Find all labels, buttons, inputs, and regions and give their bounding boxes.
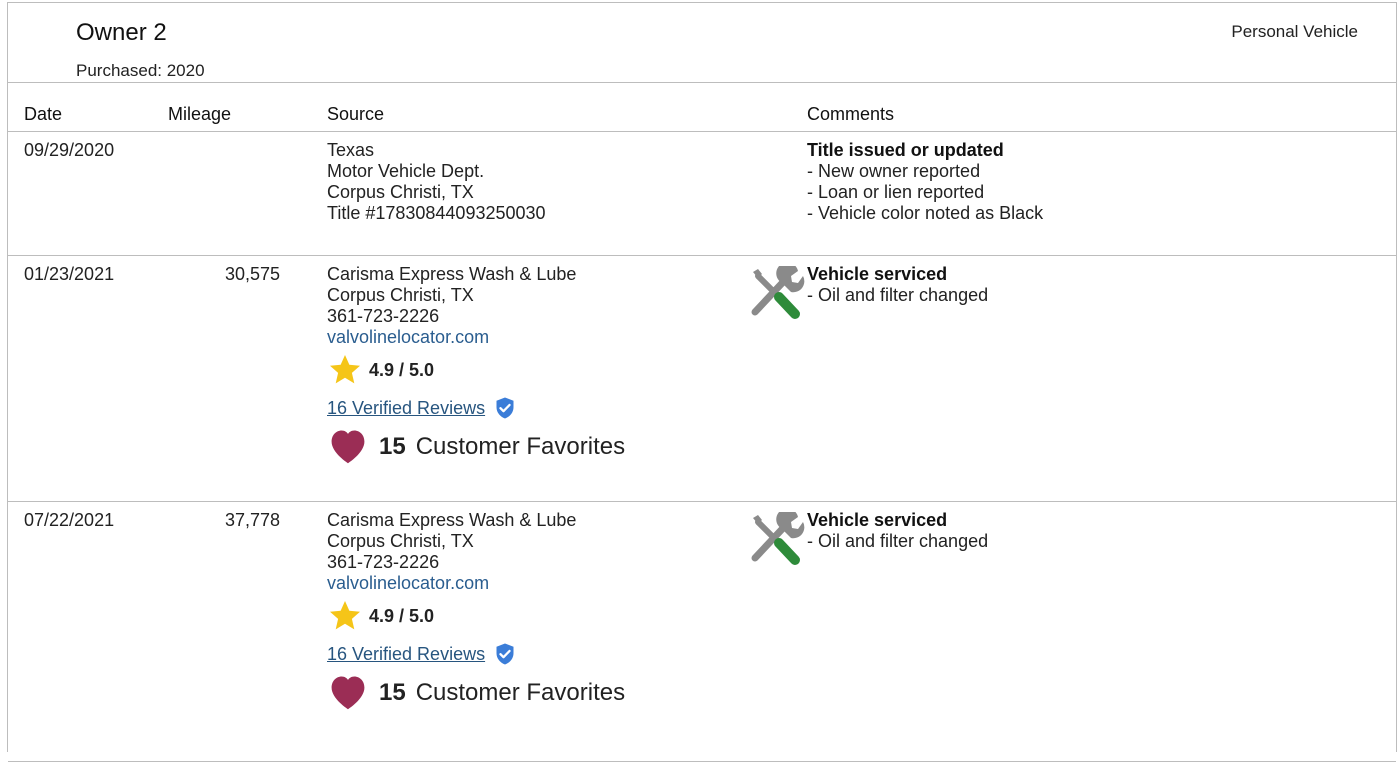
favorites-count: 15: [379, 678, 406, 706]
comment-item: - New owner reported: [807, 161, 981, 181]
shop-rating: [327, 352, 747, 388]
record-source: [327, 140, 747, 224]
record-mileage: 37,778: [224, 510, 280, 530]
vehicle-use-type: Personal Vehicle: [1231, 22, 1358, 41]
column-header-source: Source: [327, 104, 385, 124]
verified-badge-icon: [493, 396, 517, 420]
source-line: Motor Vehicle Dept.: [327, 161, 485, 181]
comment-item: - Oil and filter changed: [807, 531, 989, 551]
record-comments: [807, 264, 1367, 306]
record-date: 09/29/2020: [24, 140, 115, 160]
record-mileage: 30,575: [224, 264, 280, 284]
star-icon: [327, 352, 363, 388]
favorites-count: 15: [379, 432, 406, 460]
verified-badge-icon: [493, 642, 517, 666]
record-date: 07/22/2021: [24, 510, 115, 530]
comment-title: Vehicle serviced: [807, 264, 948, 284]
verified-reviews-link[interactable]: 16 Verified Reviews: [327, 643, 486, 664]
column-header-mileage: Mileage: [168, 104, 232, 124]
table-header: [8, 83, 1396, 132]
heart-icon: [327, 427, 369, 465]
source-line: Carisma Express Wash & Lube: [327, 510, 577, 530]
shop-website-link[interactable]: valvolinelocator.com: [327, 573, 490, 593]
rating-score: 4.9 / 5.0: [369, 605, 435, 626]
favorites-label: Customer Favorites: [415, 678, 626, 706]
owner-header: [8, 3, 1396, 83]
source-line: Carisma Express Wash & Lube: [327, 264, 577, 284]
table-row: [8, 256, 1396, 502]
record-source: [327, 510, 747, 714]
comment-item: - Oil and filter changed: [807, 285, 989, 305]
service-wrench-screwdriver-icon: [749, 512, 807, 570]
owner-purchased-year: Purchased: 2020: [76, 61, 205, 80]
owner-history-panel: [7, 2, 1397, 752]
star-icon: [327, 598, 363, 634]
comment-title: Title issued or updated: [807, 140, 1004, 160]
owner-title: Owner 2: [76, 19, 167, 46]
shop-rating: [327, 598, 747, 634]
reviews-row: [327, 640, 747, 668]
shop-website-link[interactable]: valvolinelocator.com: [327, 327, 490, 347]
service-wrench-screwdriver-icon: [749, 266, 807, 324]
record-date: 01/23/2021: [24, 264, 115, 284]
source-line: Title #17830844093250030: [327, 203, 546, 223]
source-line: Corpus Christi, TX: [327, 285, 474, 305]
table-row: [8, 132, 1396, 256]
record-comments: [807, 140, 1367, 224]
source-line: Corpus Christi, TX: [327, 182, 474, 202]
comment-item: - Vehicle color noted as Black: [807, 203, 1044, 223]
heart-icon: [327, 673, 369, 711]
reviews-row: [327, 394, 747, 422]
source-line: 361-723-2226: [327, 552, 440, 572]
source-line: Texas: [327, 140, 375, 160]
rating-score: 4.9 / 5.0: [369, 359, 435, 380]
source-line: Corpus Christi, TX: [327, 531, 474, 551]
verified-reviews-link[interactable]: 16 Verified Reviews: [327, 397, 486, 418]
column-header-date: Date: [24, 104, 63, 124]
record-comments: [807, 510, 1367, 552]
table-row: [8, 502, 1396, 762]
customer-favorites: [327, 670, 747, 714]
comment-title: Vehicle serviced: [807, 510, 948, 530]
customer-favorites: [327, 424, 747, 468]
favorites-label: Customer Favorites: [415, 432, 626, 460]
comment-item: - Loan or lien reported: [807, 182, 985, 202]
column-header-comments: Comments: [807, 104, 895, 124]
record-source: [327, 264, 747, 468]
source-line: 361-723-2226: [327, 306, 440, 326]
